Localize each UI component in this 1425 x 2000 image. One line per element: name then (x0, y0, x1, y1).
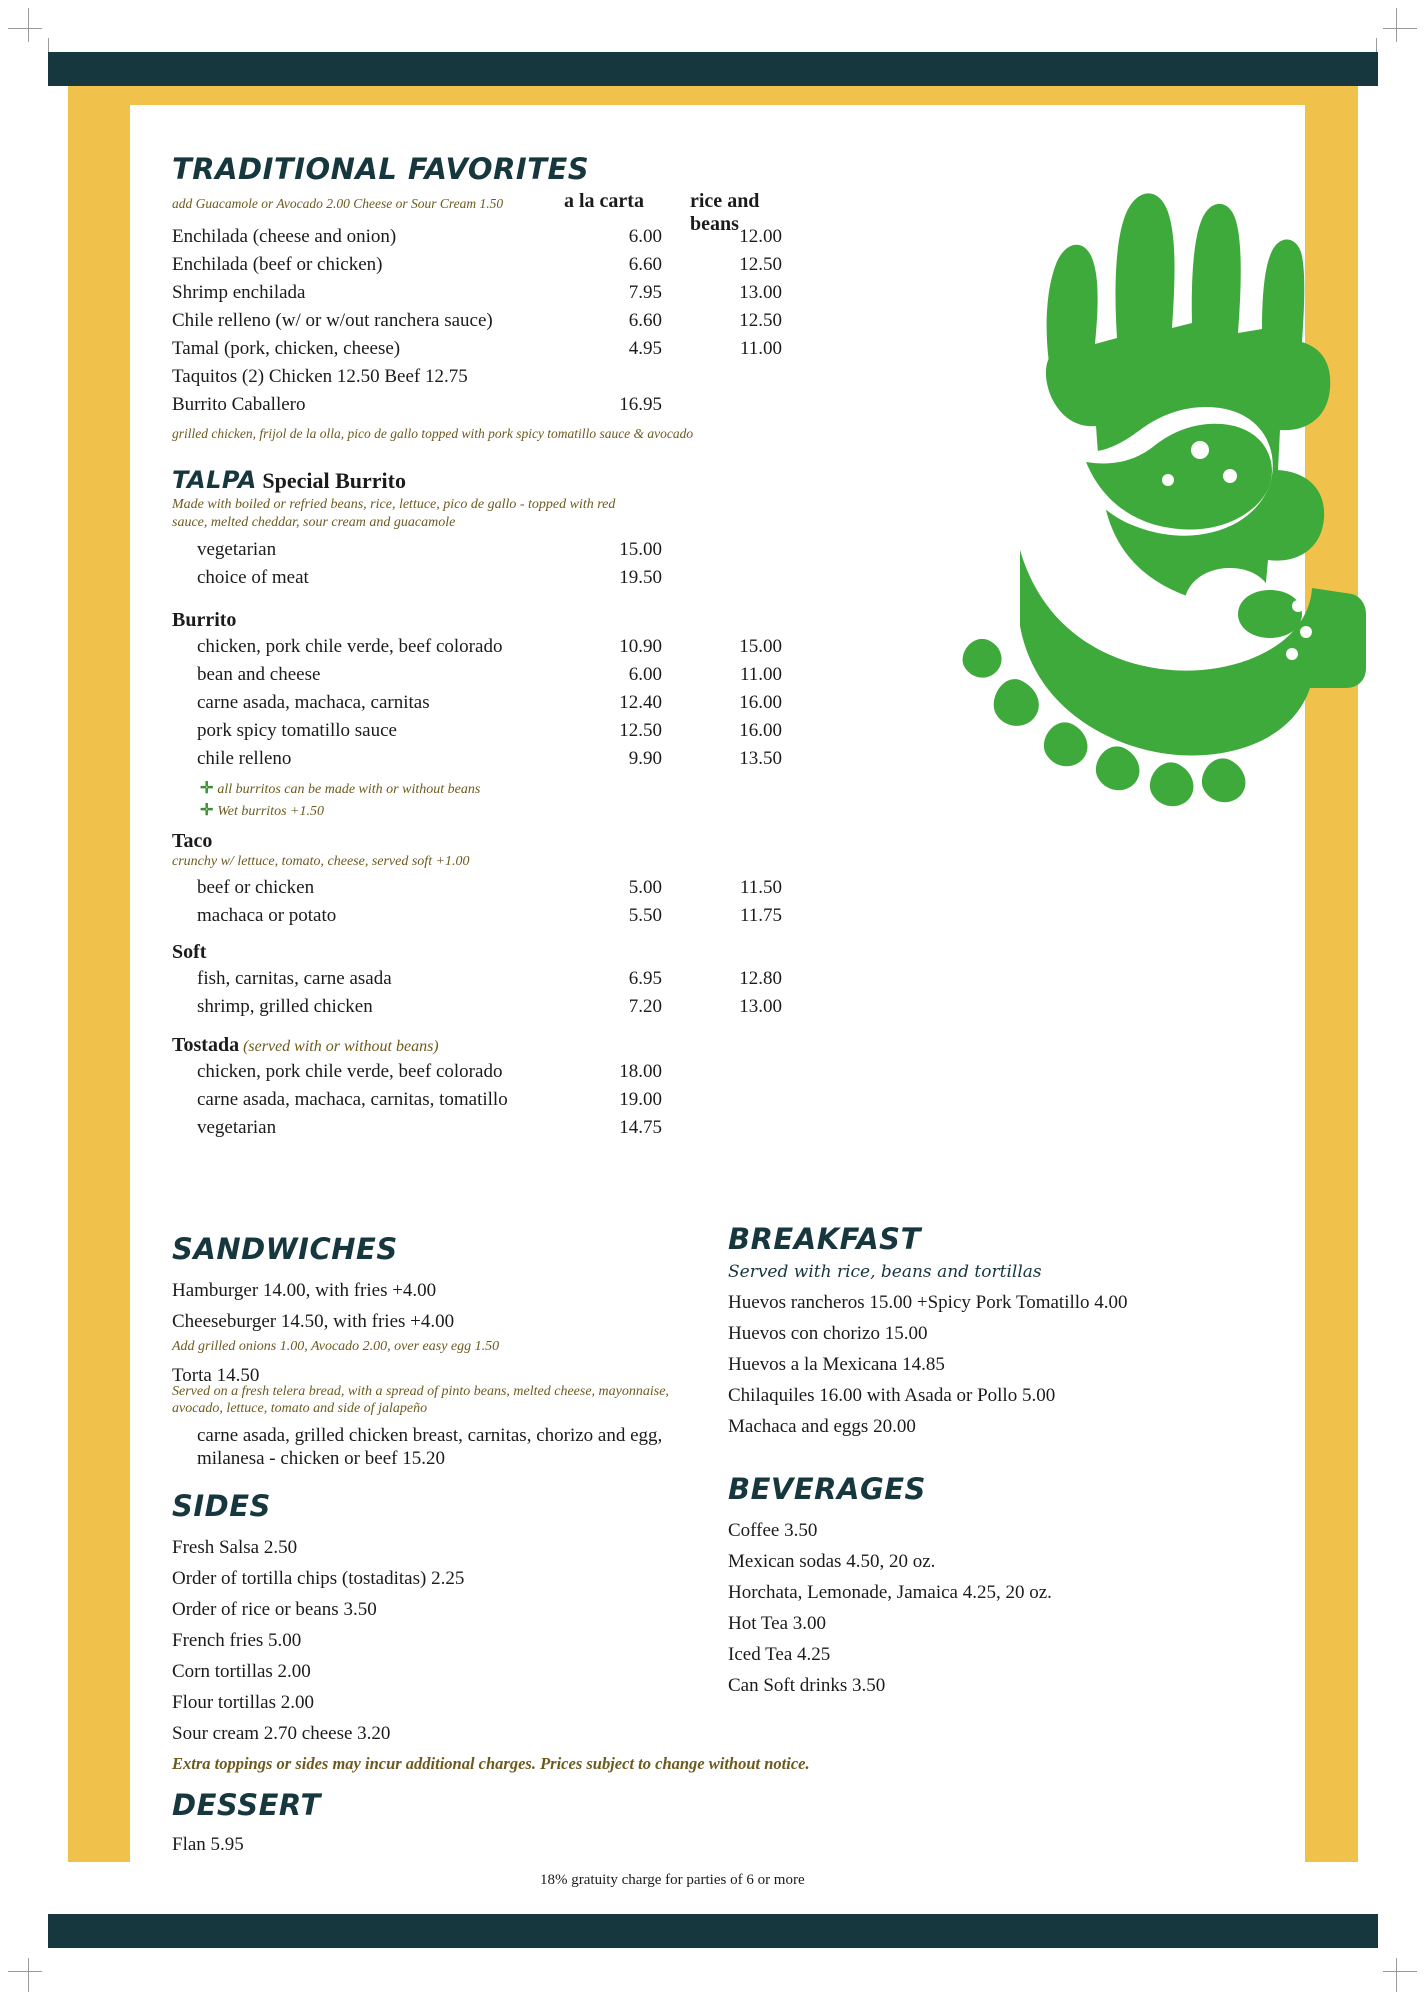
beverage-line: Iced Tea 4.25 (728, 1644, 831, 1665)
item-price-rice-beans: 15.00 (739, 636, 782, 657)
crop-mark (28, 8, 29, 42)
taco-note: crunchy w/ lettuce, tomato, cheese, served soft +1.00 (172, 854, 470, 869)
talpa-title: Special Burrito (256, 468, 406, 493)
traditional-items (172, 226, 792, 422)
item-price-rice-beans: 12.00 (739, 226, 782, 247)
menu-row (172, 1117, 792, 1145)
breakfast-line: Huevos rancheros 15.00 +Spicy Pork Tomatillo 4.00 (728, 1292, 1128, 1313)
burrito-note-row (200, 778, 792, 799)
item-price-rice-beans: 12.50 (739, 254, 782, 275)
menu-row (172, 664, 792, 692)
item-price-a-la-carta: 5.50 (628, 904, 662, 926)
item-name: fish, carnitas, carne asada (197, 967, 392, 989)
traditional-add-note: add Guacamole or Avocado 2.00 Cheese or Sour Cream 1.50 (172, 196, 504, 211)
sides-line: Flour tortillas 2.00 (172, 1692, 314, 1713)
crop-mark (8, 1971, 42, 1972)
sandwich-line: Cheeseburger 14.50, with fries +4.00 (172, 1311, 455, 1332)
item-price-rice-beans: 11.00 (739, 338, 782, 359)
section-title-sides: SIDES (172, 1489, 271, 1523)
breakfast-line: Machaca and eggs 20.00 (728, 1416, 916, 1437)
beverage-line: Horchata, Lemonade, Jamaica 4.25, 20 oz. (728, 1582, 1052, 1603)
menu-row (172, 996, 792, 1024)
plus-icon: ✛ (200, 780, 214, 797)
beverage-line: Hot Tea 3.00 (728, 1613, 827, 1634)
gratuity-note: 18% gratuity charge for parties of 6 or more (540, 1872, 805, 1888)
breakfast-line: Huevos a la Mexicana 14.85 (728, 1354, 945, 1375)
plus-icon: ✛ (200, 801, 214, 819)
sides-line: Order of rice or beans 3.50 (172, 1599, 377, 1620)
item-price-rice-beans: 12.50 (739, 310, 782, 331)
item-price-rice-beans: 12.80 (739, 967, 782, 989)
item-name: carne asada, machaca, carnitas (197, 692, 430, 713)
item-name: chicken, pork chile verde, beef colorado (197, 1060, 503, 1082)
item-price-a-la-carta: 5.00 (628, 876, 662, 898)
menu-row (172, 905, 792, 933)
item-price-a-la-carta: 6.60 (628, 310, 662, 331)
lower-right-column (728, 1222, 1258, 1706)
bottom-bar (48, 1914, 1378, 1948)
menu-row (172, 394, 792, 422)
sandwich-add-note: Add grilled onions 1.00, Avocado 2.00, over easy egg 1.50 (172, 1339, 500, 1354)
item-name: Taquitos (2) Chicken 12.50 Beef 12.75 (172, 366, 468, 387)
item-price-a-la-carta: 6.00 (628, 226, 662, 247)
price-disclaimer: Extra toppings or sides may incur additional charges. Prices subject to change without notice. (172, 1754, 810, 1773)
section-title-traditional: TRADITIONAL FAVORITES (172, 152, 590, 186)
item-price-a-la-carta: 12.50 (619, 720, 662, 741)
burrito-caballero-note: grilled chicken, frijol de la olla, pico de gallo topped with pork spicy tomatillo sauce & avocado (172, 426, 694, 441)
menu-row (172, 310, 792, 338)
item-price-a-la-carta: 7.20 (628, 995, 662, 1017)
section-title-beverages: BEVERAGES (728, 1472, 926, 1506)
section-title-dessert: DESSERT (172, 1788, 321, 1822)
top-bar (48, 52, 1378, 86)
sides-line: French fries 5.00 (172, 1630, 302, 1651)
crop-mark (1396, 8, 1397, 42)
sides-line: Corn tortillas 2.00 (172, 1661, 311, 1682)
menu-row (172, 567, 792, 595)
burrito-note-row (200, 800, 792, 821)
item-name: pork spicy tomatillo sauce (197, 720, 397, 741)
item-name: Enchilada (cheese and onion) (172, 226, 397, 247)
breakfast-line: Huevos con chorizo 15.00 (728, 1323, 928, 1344)
item-price-a-la-carta: 6.60 (628, 254, 662, 275)
item-price-a-la-carta: 7.95 (628, 282, 662, 303)
item-price-rice-beans: 16.00 (739, 720, 782, 741)
item-price-a-la-carta: 19.00 (619, 1088, 662, 1110)
item-price-rice-beans: 13.50 (739, 748, 782, 769)
item-price-a-la-carta: 6.00 (628, 664, 662, 685)
item-name: carne asada, machaca, carnitas, tomatillo (197, 1088, 508, 1110)
sides-line: Fresh Salsa 2.50 (172, 1537, 298, 1558)
item-price-rice-beans: 11.75 (739, 904, 782, 926)
item-price-a-la-carta: 16.95 (619, 394, 662, 415)
menu-row (172, 720, 792, 748)
tostada-note: (served with or without beans) (243, 1037, 439, 1055)
menu-row (172, 226, 792, 254)
menu-row (172, 968, 792, 996)
item-name: Burrito Caballero (172, 394, 306, 415)
item-price-a-la-carta: 10.90 (619, 636, 662, 657)
item-price-rice-beans: 13.00 (739, 282, 782, 303)
item-name: shrimp, grilled chicken (197, 995, 373, 1017)
section-title-sandwiches: SANDWICHES (172, 1232, 398, 1266)
item-price-a-la-carta: 12.40 (619, 692, 662, 713)
menu-row (172, 1089, 792, 1117)
section-title-soft: Soft (172, 940, 207, 963)
menu-row (172, 692, 792, 720)
burrito-note: all burritos can be made with or without beans (217, 782, 481, 797)
crop-mark (28, 1958, 29, 1992)
menu-row (172, 877, 792, 905)
item-name: choice of meat (197, 567, 309, 588)
section-title-taco: Taco (172, 830, 213, 852)
section-title-breakfast: BREAKFAST (728, 1222, 921, 1256)
item-name: bean and cheese (197, 664, 321, 685)
item-price-a-la-carta: 9.90 (628, 748, 662, 769)
column-header-a-la-carta: a la carta (564, 190, 644, 212)
breakfast-line: Chilaquiles 16.00 with Asada or Pollo 5.00 (728, 1385, 1056, 1406)
menu-row (172, 636, 792, 664)
torta-line: Torta 14.50 (172, 1364, 260, 1386)
item-name: beef or chicken (197, 876, 315, 898)
burrito-note: Wet burritos +1.50 (217, 803, 324, 819)
item-price-a-la-carta: 4.95 (628, 338, 662, 359)
crop-mark (1383, 28, 1417, 29)
item-name: machaca or potato (197, 904, 337, 926)
item-price-rice-beans: 11.50 (739, 876, 782, 898)
sides-line: Order of tortilla chips (tostaditas) 2.25 (172, 1568, 465, 1589)
torta-items: carne asada, grilled chicken breast, carnitas, chorizo and egg, milanesa - chicken or beef 15.20 (197, 1424, 663, 1470)
sandwich-line: Hamburger 14.00, with fries +4.00 (172, 1280, 437, 1301)
item-price-rice-beans: 11.00 (739, 664, 782, 685)
cactus-illustration (900, 120, 1370, 850)
item-name: vegetarian (197, 539, 277, 560)
dessert-line: Flan 5.95 (172, 1834, 244, 1855)
item-name: Tamal (pork, chicken, cheese) (172, 338, 401, 359)
item-name: chile relleno (197, 748, 292, 769)
crop-mark (8, 28, 42, 29)
section-title-burrito: Burrito (172, 609, 237, 631)
item-price-a-la-carta: 14.75 (619, 1116, 662, 1138)
item-price-a-la-carta: 19.50 (619, 567, 662, 588)
beverage-line: Can Soft drinks 3.50 (728, 1675, 886, 1696)
item-price-a-la-carta: 18.00 (619, 1060, 662, 1082)
talpa-note: Made with boiled or refried beans, rice, lettuce, pico de gallo - topped with red sauce, melted cheddar, sour cream and guacamole (172, 497, 616, 530)
item-price-rice-beans: 13.00 (739, 995, 782, 1017)
beverage-line: Mexican sodas 4.50, 20 oz. (728, 1551, 936, 1572)
item-name: Shrimp enchilada (172, 282, 306, 303)
menu-row (172, 254, 792, 282)
breakfast-script-note: Served with rice, beans and tortillas (728, 1262, 1042, 1282)
sides-line: Sour cream 2.70 cheese 3.20 (172, 1723, 391, 1744)
column-header-rice-and-beans: rice and beans (690, 190, 760, 235)
menu-row (172, 366, 792, 394)
main-column (172, 152, 792, 1145)
item-price-a-la-carta: 15.00 (619, 539, 662, 560)
beverage-line: Coffee 3.50 (728, 1520, 818, 1541)
item-price-rice-beans: 16.00 (739, 692, 782, 713)
item-price-a-la-carta: 6.95 (628, 967, 662, 989)
item-name: Chile relleno (w/ or w/out ranchera sauce) (172, 310, 493, 331)
item-name: Enchilada (beef or chicken) (172, 254, 383, 275)
menu-row (172, 1061, 792, 1089)
menu-row (172, 282, 792, 310)
talpa-brand: TALPA (172, 466, 257, 494)
menu-row (172, 748, 792, 776)
section-title-tostada: Tostada (172, 1033, 240, 1056)
menu-row (172, 539, 792, 567)
torta-note: Served on a fresh telera bread, with a spread of pinto beans, melted cheese, mayonnaise, avocado, lettuce, tomato and side of jalapeño (172, 1383, 669, 1416)
crop-mark (1383, 1971, 1417, 1972)
crop-mark (1396, 1958, 1397, 1992)
item-name: chicken, pork chile verde, beef colorado (197, 636, 503, 657)
menu-row (172, 338, 792, 366)
item-name: vegetarian (197, 1116, 277, 1138)
